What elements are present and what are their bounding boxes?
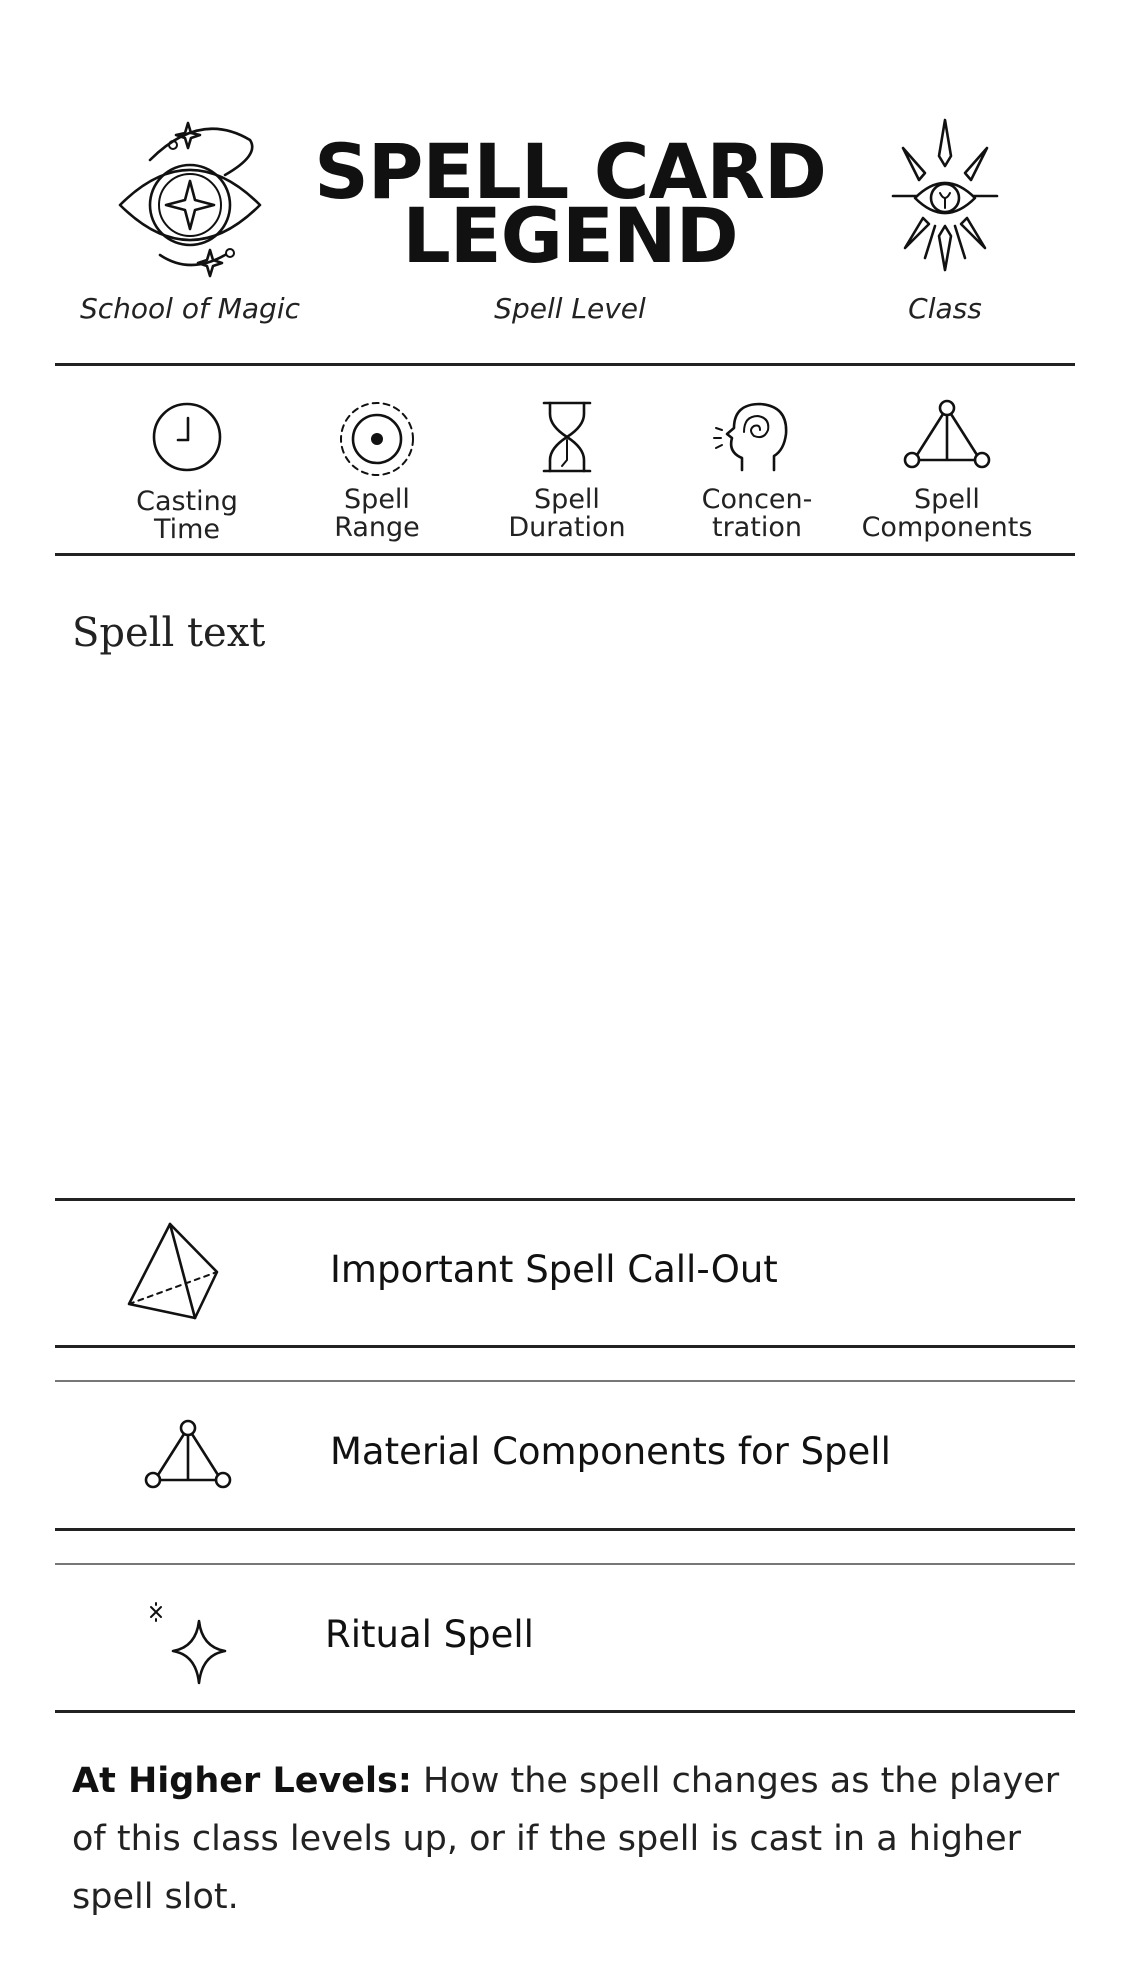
stats-row [0,370,1140,550]
legend-label: Material Components for Spell [330,1430,891,1473]
stat-label: Spell Components [861,484,1033,543]
target-icon [338,400,416,478]
legend-callout [55,1200,1075,1345]
class-label: Class [908,292,982,325]
stat-concentration [662,400,852,550]
divider [55,553,1075,556]
divider [55,363,1075,366]
divider [55,1528,1075,1531]
higher-levels-heading: At Higher Levels: [72,1761,412,1801]
stat-label: Spell Range [334,484,420,543]
triangle-nodes-icon [143,1420,233,1490]
page-title [240,127,900,280]
legend-label: Ritual Spell [325,1613,534,1656]
legend-material [55,1382,1075,1527]
stat-spell-duration [472,400,662,550]
title-line-1: SPELL CARD [314,127,826,216]
stat-label: Concen- tration [701,484,813,543]
school-of-magic-label: School of Magic [79,292,300,325]
clock-icon [150,400,224,474]
head-spiral-icon [714,400,794,476]
stat-casting-time [92,400,282,550]
hourglass-icon [540,400,594,474]
stat-label: Spell Duration [508,484,626,543]
spell-text: Spell text [72,610,266,656]
stat-spell-components [852,400,1042,550]
legend-label: Important Spell Call-Out [330,1248,778,1291]
higher-levels-body: How the spell changes as the player of this class levels up, or if the spell is cast in a higher spell slot. [72,1761,1060,1917]
crystal-icon [125,1222,225,1322]
radiant-eye-icon [885,118,1005,278]
stat-label: Casting Time [136,486,238,545]
spell-level-label: Spell Level [494,292,646,325]
sparkle-icon [147,1603,237,1693]
header [0,0,1140,360]
triangle-nodes-icon [902,400,992,470]
title-line-2: LEGEND [402,191,738,280]
legend-ritual [55,1565,1075,1710]
divider [55,1710,1075,1713]
divider [55,1345,1075,1348]
higher-levels-text [72,1752,1072,1926]
stat-spell-range [282,400,472,550]
